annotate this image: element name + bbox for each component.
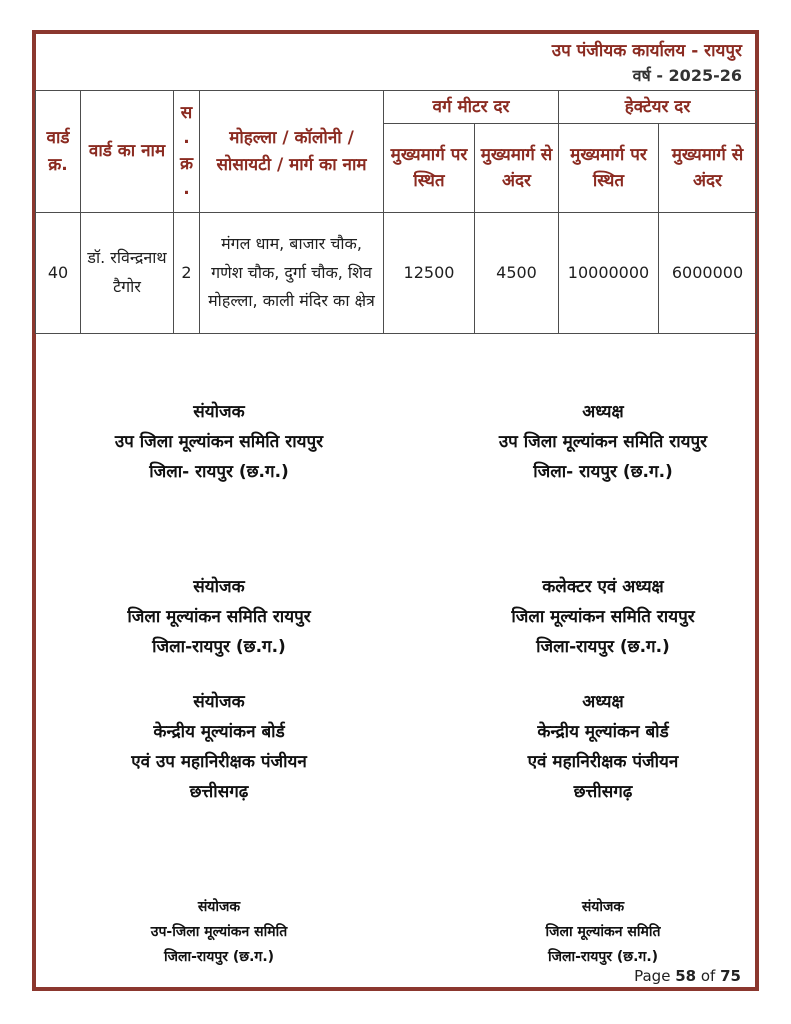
cell-serial-no: 2 [174, 213, 200, 334]
office-title: उप पंजीयक कार्यालय - रायपुर [551, 41, 742, 61]
page-number-current: 58 [675, 967, 697, 985]
signature-line: जिला-रायपुर (छ.ग.) [163, 949, 275, 965]
of-label: of [700, 967, 716, 985]
table-group-header-row [36, 91, 757, 124]
page-number-total: 75 [720, 967, 741, 985]
cell-ward-name: डॉ. रविन्द्रनाथ टैगोर [81, 213, 174, 334]
signature-line: उप जिला मूल्यांकन समिति रायपुर [498, 432, 708, 452]
cell-hectare-inside: 6000000 [659, 213, 757, 334]
signature-block-4-right [438, 895, 768, 970]
signature-line: संयोजक [581, 899, 625, 915]
signature-block-2-left [54, 572, 384, 662]
signature-line: जिला-रायपुर (छ.ग.) [536, 637, 670, 657]
signature-line: छत्तीसगढ़ [573, 782, 633, 802]
signature-block-4-left [54, 895, 384, 970]
signature-line: छत्तीसगढ़ [189, 782, 249, 802]
year-line: वर्ष - 2025-26 [632, 66, 742, 85]
signature-line: जिला- रायपुर (छ.ग.) [149, 462, 289, 482]
signature-line: जिला- रायपुर (छ.ग.) [533, 462, 673, 482]
col-header-locality: मोहल्ला / कॉलोनी / सोसायटी / मार्ग का नाम [200, 91, 384, 213]
col-header-serial-no: स . क्र . [174, 91, 200, 213]
col-header-hectare-inside: मुख्यमार्ग से अंदर [659, 124, 757, 213]
signature-line: संयोजक [193, 692, 245, 712]
signature-line: जिला मूल्यांकन समिति [545, 924, 661, 940]
signature-line: केन्द्रीय मूल्यांकन बोर्ड [537, 722, 669, 742]
signature-line: जिला-रायपुर (छ.ग.) [547, 949, 659, 965]
page-number [634, 967, 741, 985]
col-header-sqm-inside: मुख्यमार्ग से अंदर [475, 124, 559, 213]
signature-block-1-left [54, 397, 384, 487]
col-header-ward-name: वार्ड का नाम [81, 91, 174, 213]
signature-line: केन्द्रीय मूल्यांकन बोर्ड [153, 722, 285, 742]
signature-line: जिला मूल्यांकन समिति रायपुर [127, 607, 311, 627]
signature-line: एवं उप महानिरीक्षक पंजीयन [131, 752, 307, 772]
signature-line: जिला मूल्यांकन समिति रायपुर [511, 607, 695, 627]
cell-locality: मंगल धाम, बाजार चौक, गणेश चौक, दुर्गा चौक, शिव मोहल्ला, काली मंदिर का क्षेत्र [200, 213, 384, 334]
signature-line: संयोजक [193, 577, 245, 597]
signature-line: संयोजक [193, 402, 245, 422]
group-header-sqm-rate: वर्ग मीटर दर [384, 91, 559, 124]
signature-block-2-right [438, 572, 768, 662]
cell-hectare-on-main-road: 10000000 [559, 213, 659, 334]
signature-line: कलेक्टर एवं अध्यक्ष [542, 577, 664, 597]
document-page [32, 30, 759, 991]
col-header-sqm-on-main-road: मुख्यमार्ग पर स्थित [384, 124, 475, 213]
document-header [36, 38, 742, 88]
signature-line: उप-जिला मूल्यांकन समिति [150, 924, 288, 940]
cell-sqm-on-main-road: 12500 [384, 213, 475, 334]
col-header-ward-no: वार्ड क्र. [36, 91, 81, 213]
cell-ward-no: 40 [36, 213, 81, 334]
rates-table [35, 90, 757, 334]
signature-block-1-right [438, 397, 768, 487]
signature-line: उप जिला मूल्यांकन समिति रायपुर [114, 432, 324, 452]
signature-line: एवं महानिरीक्षक पंजीयन [527, 752, 679, 772]
table-row [36, 213, 757, 334]
signature-block-3-right [438, 687, 768, 807]
signature-line: संयोजक [197, 899, 241, 915]
cell-sqm-inside: 4500 [475, 213, 559, 334]
signature-line: अध्यक्ष [582, 402, 624, 422]
signature-line: जिला-रायपुर (छ.ग.) [152, 637, 286, 657]
page-label: Page [634, 967, 671, 985]
signature-line: अध्यक्ष [582, 692, 624, 712]
group-header-hectare-rate: हेक्टेयर दर [559, 91, 757, 124]
signature-block-3-left [54, 687, 384, 807]
col-header-hectare-on-main-road: मुख्यमार्ग पर स्थित [559, 124, 659, 213]
